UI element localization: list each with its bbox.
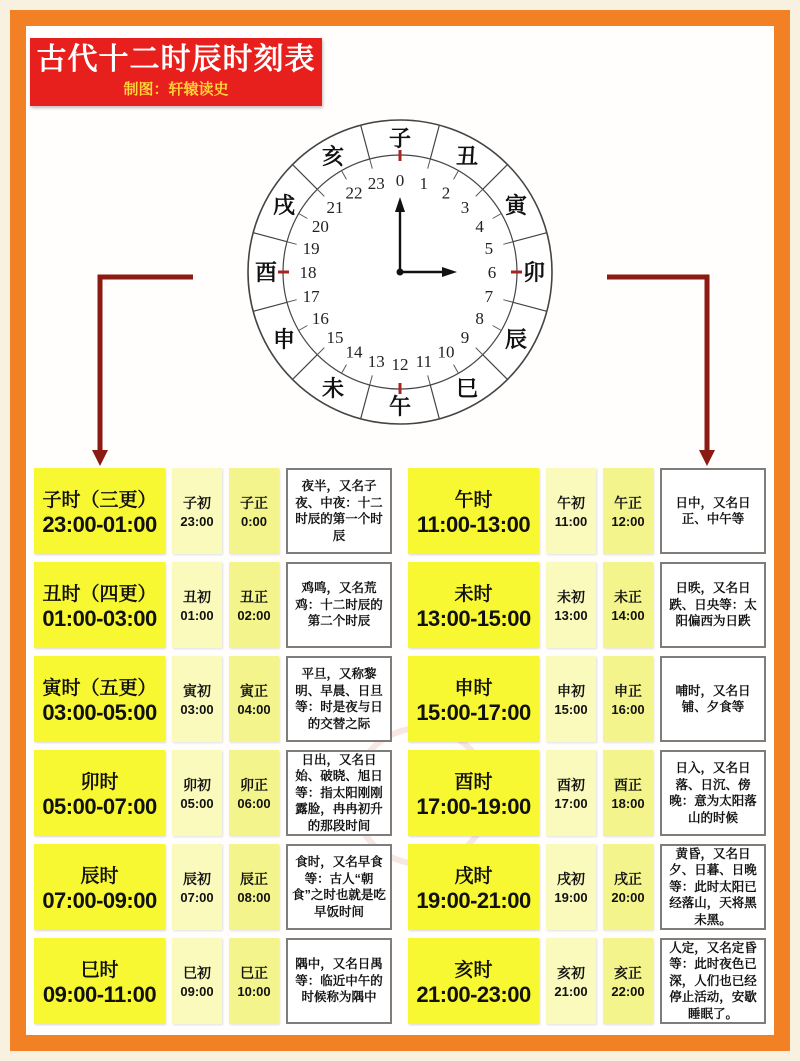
shichen-time-range: 15:00-17:00: [416, 699, 531, 725]
chu-time: 09:00: [180, 984, 214, 999]
zheng-time: 0:00: [240, 514, 268, 529]
shichen-name: 卯时: [80, 771, 119, 793]
clock-hour-number: 16: [311, 309, 329, 328]
shichen-chu-box: [172, 656, 222, 742]
zheng-label: 辰正: [240, 871, 268, 887]
chu-label: 申初: [557, 683, 585, 699]
table-row: [34, 938, 766, 1024]
shichen-entry: [34, 562, 392, 648]
shichen-name: 戌时: [454, 865, 493, 887]
shichen-main-box: [34, 656, 165, 742]
shichen-entry: [408, 750, 766, 836]
shichen-zheng-box: [229, 562, 279, 648]
clock-hour-number: 1: [419, 174, 429, 194]
shichen-time-range: 21:00-23:00: [416, 981, 531, 1007]
zheng-label: 戌正: [614, 871, 642, 887]
shichen-chu-box: [172, 938, 222, 1024]
shichen-time-range: 05:00-07:00: [42, 793, 157, 819]
clock-hour-number: 13: [367, 351, 385, 371]
shichen-entry: [408, 938, 766, 1024]
shichen-zheng-box: [603, 750, 653, 836]
chu-time: 05:00: [180, 796, 214, 811]
shichen-name: 子时（三更）: [42, 489, 157, 511]
shichen-name: 申时: [454, 677, 493, 699]
shichen-chu-box: [546, 844, 596, 930]
zheng-label: 亥正: [614, 965, 642, 981]
table-row: [34, 750, 766, 836]
shichen-zheng-box: [229, 468, 279, 554]
shichen-zheng-box: [603, 562, 653, 648]
shichen-entry: [408, 562, 766, 648]
clock-branch-label: 卯: [522, 260, 546, 285]
shichen-chu-box: [546, 468, 596, 554]
shichen-entry: [34, 468, 392, 554]
shichen-chu-box: [546, 750, 596, 836]
shichen-entry: [34, 938, 392, 1024]
shichen-main-box: [408, 750, 539, 836]
clock-hour-number: 7: [484, 286, 494, 306]
shichen-zheng-box: [603, 938, 653, 1024]
clock-hour-number: 9: [460, 328, 470, 348]
chu-label: 午初: [557, 495, 585, 511]
shichen-main-box: [408, 656, 539, 742]
clock-hour-number: 18: [299, 263, 317, 282]
clock-hour-number: 0: [395, 171, 405, 190]
chu-time: 07:00: [180, 890, 214, 905]
zheng-label: 卯正: [240, 777, 268, 793]
shichen-description: 黄昏，又名日夕、日暮、日晚等：此时太阳已经落山，天将黑未黑。: [660, 844, 766, 930]
shichen-zheng-box: [603, 468, 653, 554]
shichen-chu-box: [172, 750, 222, 836]
shichen-chu-box: [546, 562, 596, 648]
zheng-time: 22:00: [611, 984, 645, 999]
zheng-time: 12:00: [611, 514, 645, 529]
page-title: 古代十二时辰时刻表: [36, 43, 316, 76]
chu-label: 子初: [183, 495, 211, 511]
chu-time: 15:00: [554, 702, 588, 717]
shichen-chu-box: [546, 938, 596, 1024]
zheng-label: 寅正: [240, 683, 268, 699]
shichen-chu-box: [172, 468, 222, 554]
shichen-chu-box: [172, 844, 222, 930]
shichen-name: 未时: [454, 583, 493, 605]
page-subtitle: 制图：轩辕读史: [123, 81, 229, 98]
shichen-name: 午时: [454, 489, 493, 511]
clock-hour-number: 5: [484, 239, 494, 259]
shichen-zheng-box: [229, 656, 279, 742]
chu-time: 19:00: [554, 890, 588, 905]
zheng-label: 午正: [614, 495, 642, 511]
twelve-shichen-clock-diagram: [243, 115, 557, 429]
clock-hour-number: 21: [326, 197, 344, 217]
shichen-name: 酉时: [454, 771, 493, 793]
zheng-time: 04:00: [237, 702, 271, 717]
clock-svg: [243, 115, 557, 429]
chu-time: 01:00: [180, 608, 214, 623]
shichen-description: 日入，又名日落、日沉、傍晚：意为太阳落山的时候: [660, 750, 766, 836]
clock-hour-number: 10: [437, 342, 455, 362]
shichen-time-range: 11:00-13:00: [416, 511, 531, 537]
shichen-chu-box: [172, 562, 222, 648]
zheng-time: 06:00: [237, 796, 271, 811]
clock-hour-number: 15: [326, 328, 344, 348]
shichen-main-box: [408, 468, 539, 554]
clock-hour-number: 3: [460, 197, 470, 217]
shichen-main-box: [34, 844, 165, 930]
zheng-label: 丑正: [240, 589, 268, 605]
shichen-description: 食时，又名早食等：古人“朝食”之时也就是吃早饭时间: [286, 844, 392, 930]
chu-label: 未初: [557, 589, 585, 605]
chu-time: 13:00: [554, 608, 588, 623]
clock-hour-number: 6: [487, 263, 497, 282]
chu-label: 巳初: [183, 965, 211, 981]
shichen-description: 夜半，又名子夜、中夜：十二时辰的第一个时辰: [286, 468, 392, 554]
shichen-description: 人定，又名定昏等：此时夜色已深，人们也已经停止活动，安歇睡眠了。: [660, 938, 766, 1024]
shichen-zheng-box: [229, 938, 279, 1024]
zheng-label: 未正: [614, 589, 642, 605]
shichen-main-box: [408, 562, 539, 648]
shichen-name: 巳时: [80, 959, 119, 981]
clock-hour-number: 11: [415, 351, 432, 371]
shichen-time-range: 13:00-15:00: [416, 605, 531, 631]
shichen-time-range: 03:00-05:00: [42, 699, 157, 725]
clock-branch-label: 亥: [321, 143, 345, 169]
clock-branch-label: 辰: [505, 327, 528, 352]
shichen-entry: [408, 468, 766, 554]
chu-label: 寅初: [183, 683, 211, 699]
clock-branch-label: 寅: [505, 193, 528, 218]
shichen-main-box: [408, 938, 539, 1024]
shichen-entry: [34, 750, 392, 836]
shichen-main-box: [34, 468, 165, 554]
clock-hour-number: 4: [475, 217, 484, 236]
clock-hour-number: 17: [302, 286, 320, 306]
clock-hour-number: 23: [367, 174, 385, 194]
shichen-main-box: [34, 750, 165, 836]
shichen-zheng-box: [603, 656, 653, 742]
clock-branch-label: 酉: [254, 260, 278, 285]
shichen-table: [34, 468, 766, 1032]
shichen-name: 辰时: [80, 865, 119, 887]
zheng-time: 16:00: [611, 702, 645, 717]
chu-label: 酉初: [557, 777, 585, 793]
chu-time: 23:00: [180, 514, 214, 529]
clock-hour-number: 20: [311, 217, 329, 236]
shichen-entry: [408, 656, 766, 742]
clock-branch-label: 午: [388, 394, 412, 419]
clock-branch-label: 申: [272, 327, 295, 352]
shichen-main-box: [34, 938, 165, 1024]
shichen-zheng-box: [603, 844, 653, 930]
shichen-description: 平旦，又称黎明、早晨、日旦等：时是夜与日的交替之际: [286, 656, 392, 742]
table-row: [34, 656, 766, 742]
chu-time: 21:00: [554, 984, 588, 999]
clock-hour-number: 19: [302, 239, 320, 259]
shichen-name: 丑时（四更）: [42, 583, 157, 605]
shichen-name: 亥时: [454, 959, 493, 981]
chu-time: 11:00: [554, 514, 588, 529]
clock-branch-label: 巳: [455, 376, 479, 402]
clock-hour-number: 12: [391, 355, 409, 374]
shichen-zheng-box: [229, 750, 279, 836]
clock-branch-label: 戌: [272, 193, 295, 218]
shichen-entry: [408, 844, 766, 930]
zheng-time: 14:00: [611, 608, 645, 623]
clock-branch-label: 未: [321, 376, 345, 402]
zheng-time: 10:00: [237, 984, 271, 999]
zheng-label: 巳正: [240, 965, 268, 981]
zheng-label: 申正: [614, 683, 642, 699]
shichen-main-box: [34, 562, 165, 648]
shichen-description: 隅中，又名日禺等：临近中午的时候称为隅中: [286, 938, 392, 1024]
shichen-description: 日出，又名日始、破晓、旭日等：指太阳刚刚露脸，冉冉初升的那段时间: [286, 750, 392, 836]
title-banner: [30, 38, 322, 106]
clock-branch-label: 丑: [455, 143, 479, 169]
chu-time: 03:00: [180, 702, 214, 717]
shichen-time-range: 17:00-19:00: [416, 793, 531, 819]
zheng-label: 酉正: [614, 777, 642, 793]
shichen-entry: [34, 656, 392, 742]
shichen-time-range: 09:00-11:00: [42, 981, 157, 1007]
chu-label: 卯初: [183, 777, 211, 793]
shichen-description: 日昳，又名日跌、日央等：太阳偏西为日跌: [660, 562, 766, 648]
clock-hour-number: 2: [441, 183, 451, 203]
shichen-zheng-box: [229, 844, 279, 930]
zheng-time: 02:00: [237, 608, 271, 623]
table-row: [34, 468, 766, 554]
zheng-time: 08:00: [237, 890, 271, 905]
zheng-time: 18:00: [611, 796, 645, 811]
shichen-time-range: 23:00-01:00: [42, 511, 157, 537]
clock-hour-number: 14: [345, 342, 363, 362]
zheng-label: 子正: [240, 495, 268, 511]
chu-label: 丑初: [183, 589, 211, 605]
shichen-chu-box: [546, 656, 596, 742]
table-row: [34, 562, 766, 648]
shichen-description: 哺时，又名日铺、夕食等: [660, 656, 766, 742]
clock-hour-number: 22: [345, 183, 363, 203]
chu-label: 亥初: [557, 965, 585, 981]
shichen-time-range: 07:00-09:00: [42, 887, 157, 913]
shichen-description: 鸡鸣，又名荒鸡：十二时辰的第二个时辰: [286, 562, 392, 648]
shichen-name: 寅时（五更）: [42, 677, 157, 699]
shichen-time-range: 01:00-03:00: [42, 605, 157, 631]
chu-time: 17:00: [554, 796, 588, 811]
shichen-main-box: [408, 844, 539, 930]
zheng-time: 20:00: [611, 890, 645, 905]
clock-hour-number: 8: [475, 309, 484, 328]
shichen-time-range: 19:00-21:00: [416, 887, 531, 913]
chu-label: 辰初: [183, 871, 211, 887]
clock-branch-label: 子: [388, 126, 412, 151]
chu-label: 戌初: [557, 871, 585, 887]
shichen-entry: [34, 844, 392, 930]
shichen-description: 日中，又名日正、中午等: [660, 468, 766, 554]
table-row: [34, 844, 766, 930]
